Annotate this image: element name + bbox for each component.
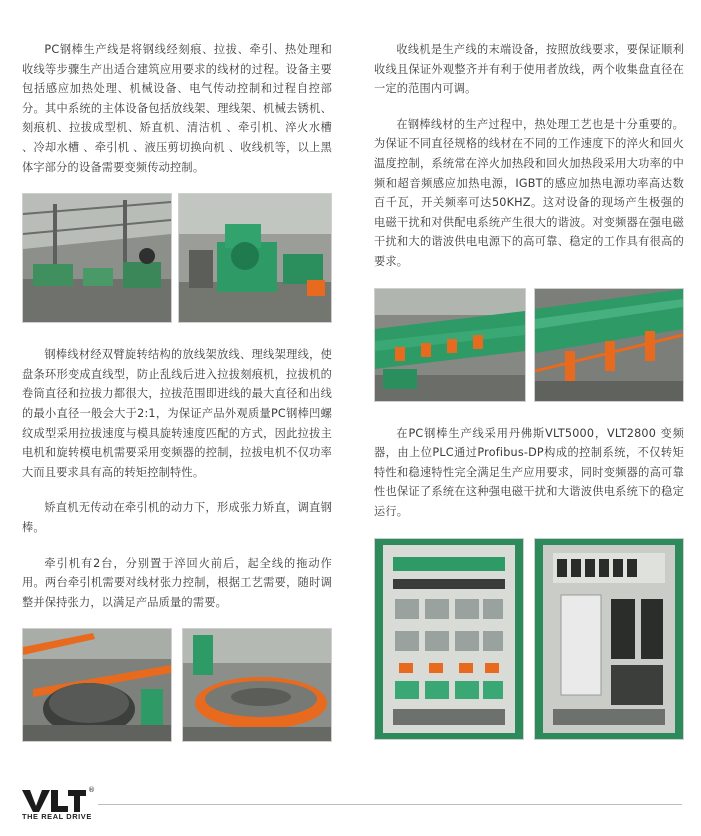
photo-row-4 xyxy=(374,538,684,740)
heat-treatment-paragraph: 在钢棒线材的生产过程中，热处理工艺也是十分重要的。为保证不同直径规格的线材在不同的工作速度下的淬火和回火温度控制，系统常在淬火加热段和回火加热段采用大功率的中频和超音频感应加热电源，IGBT的感应加热电源功率高达数百千瓦，开关频率可达50KHZ。这对设备的现场产生极强的电磁干扰和对供配电系统产生很大的谐波。对变频器在强电磁干扰和大的谐波供电电源下的高可靠、稳定的工作具有很高的要求。 xyxy=(374,117,684,268)
capstan-machine-photo xyxy=(22,628,172,742)
vlt-logo xyxy=(22,788,86,814)
factory-hall-photo xyxy=(22,193,172,323)
left-column xyxy=(22,40,332,764)
green-machine-photo xyxy=(178,193,332,323)
straightener-paragraph: 矫直机无传动在牵引机的动力下，形成张力矫直，调直钢棒。 xyxy=(22,501,332,534)
footer xyxy=(22,788,682,828)
payoff-paragraph: 钢棒线材经双臂旋转结构的放线架放线、理线架理线，使盘条环形变成直线型，防止乱线后进入拉拔刻痕机，拉拔机的卷筒直径和拉拔力都很大，拉拔范围即进线的最大直径和出线的最小直径一般会大于2:1，为保证产品外观质量PC钢棒凹螺纹成型采用拉拔速度与模具旋转速度匹配的方式，因此拉拔主电机和旋转模电机需要采用变频器的控制，拉拔电机不仅功率大而且要求具有高的转矩控制特性。 xyxy=(22,348,332,479)
drive-cabinet-photo xyxy=(534,538,684,740)
right-column xyxy=(374,40,684,762)
capstan-paragraph: 牵引机有2台，分别置于淬回火前后，起全线的拖动作用。两台牵引机需要对线材张力控制，根据工艺需要，随时调整并保持张力，以满足产品质量的需要。 xyxy=(22,556,332,609)
take-up-paragraph: 收线机是生产线的末端设备，按照放线要求，要保证顺利收线且保证外观整齐并有利于使用者放线，两个收集盘直径在一定的范围内可调。 xyxy=(374,43,684,96)
footer-divider xyxy=(98,804,682,805)
induction-heating-closeup-photo xyxy=(534,288,684,402)
coil-take-up-photo xyxy=(182,628,332,742)
control-cabinet-photo xyxy=(374,538,524,740)
registered-mark: ® xyxy=(88,786,95,794)
logo-tagline: THE REAL DRIVE xyxy=(22,812,92,821)
photo-row-2 xyxy=(374,288,684,402)
intro-paragraph: PC钢棒生产线是将钢线经刻痕、拉拔、牵引、热处理和收线等步骤生产出适合建筑应用要求的线材的过程。设备主要包括感应加热处理、机械设备、电气传动控制和过程自控部分。其中系统的主体设备包括放线架、理线架、机械去锈机、刻痕机、拉拔成型机、矫直机、清洁机 、牵引机、淬火水槽 、冷却水槽 、牵引机 、液压剪切换向机 、收线机等，以上黑体字部分的设备需要变频传动控制。 xyxy=(22,43,332,174)
photo-row-1 xyxy=(22,193,332,323)
induction-heating-photo xyxy=(374,288,526,402)
vlt-control-paragraph: 在PC钢棒生产线采用丹佛斯VLT5000，VLT2800 变频器，由上位PLC通过Profibus-DP构成的控制系统，不仅转矩特性和稳速特性完全满足生产应用要求，同时变频器的高可靠性也保证了系统在这种强电磁干扰和大谐波供电系统下的稳定运行。 xyxy=(374,426,684,518)
photo-row-3 xyxy=(22,628,332,742)
